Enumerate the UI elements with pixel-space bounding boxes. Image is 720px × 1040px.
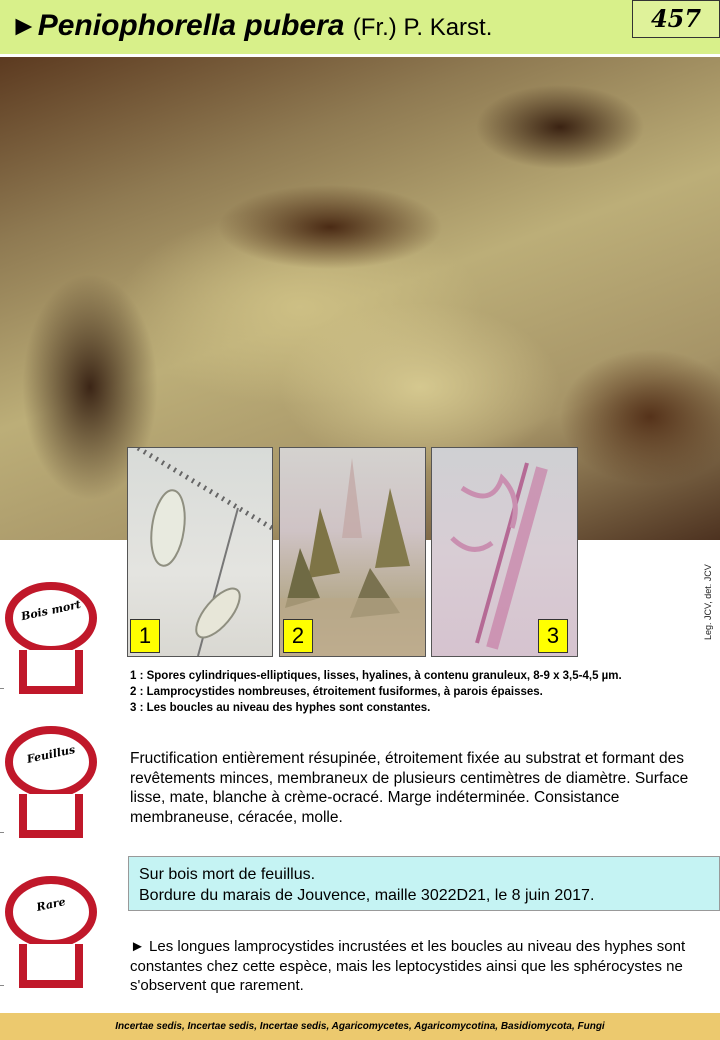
badge-feuillus <box>5 722 97 842</box>
legend-item-1: 1 : Spores cylindriques-elliptiques, lisses, hyalines, à contenu granuleux, 8-9 x 3,5-4,5 µm. <box>130 670 622 682</box>
species-note: ► Les longues lamprocystides incrustées et les boucles au niveau des hyphes sont constantes chez cette espèce, mais les leptocystides ainsi que les sphérocystes ne s'observent que rarement. <box>130 938 686 994</box>
micro-label-2: 2 <box>283 619 313 653</box>
species-name: Peniophorella pubera <box>37 9 345 42</box>
species-author: (Fr.) P. Karst. <box>352 14 493 41</box>
header-bar <box>0 0 720 54</box>
legend-item-3: 3 : Les boucles au niveau des hyphes sont constantes. <box>130 702 431 714</box>
mushroom-badge-icon <box>5 722 97 842</box>
title-arrow: ► <box>10 10 38 41</box>
badge-label: Rare <box>35 895 67 914</box>
species-description: Fructification entièrement résupinée, étroitement fixée au substrat et formant des revêtements minces, membraneux de plusieurs centimètres de diamètre. Surface lisse, mate, blanche à crème-ocracé. Marge indéterminée. Consistance membraneuse, céracée, molle. <box>130 750 689 826</box>
species-title <box>10 7 492 47</box>
credit-text: Leg. JCV, det. JCV <box>703 564 713 640</box>
micro-photo-spores <box>127 447 273 657</box>
legend-item-2: 2 : Lamprocystides nombreuses, étroitement fusiformes, à parois épaisses. <box>130 686 543 698</box>
badge-rare <box>5 872 97 992</box>
habitat-line-1: Sur bois mort de feuillus. <box>139 866 316 883</box>
micro-label-3: 3 <box>538 619 568 653</box>
badge-label: Feuillus <box>25 743 77 766</box>
micro-label-1: 1 <box>130 619 160 653</box>
page-number: 457 <box>632 0 720 38</box>
divider-mark <box>0 688 4 689</box>
divider-mark <box>0 832 4 833</box>
micro-photo-hyphae <box>431 447 578 657</box>
taxonomy-footer: Incertae sedis, Incertae sedis, Incertae sedis, Agaricomycetes, Agaricomycotina, Basidiomycota, Fungi <box>0 1013 720 1040</box>
mushroom-badge-icon <box>5 578 97 698</box>
badge-label: Bois mort <box>19 597 83 624</box>
habitat-box <box>128 856 720 911</box>
habitat-line-2: Bordure du marais de Jouvence, maille 3022D21, le 8 juin 2017. <box>139 887 595 904</box>
badge-bois-mort <box>5 578 97 698</box>
micro-legend <box>130 668 622 716</box>
divider-mark <box>0 985 4 986</box>
mushroom-badge-icon <box>5 872 97 992</box>
micro-photo-cystidia <box>279 447 426 657</box>
